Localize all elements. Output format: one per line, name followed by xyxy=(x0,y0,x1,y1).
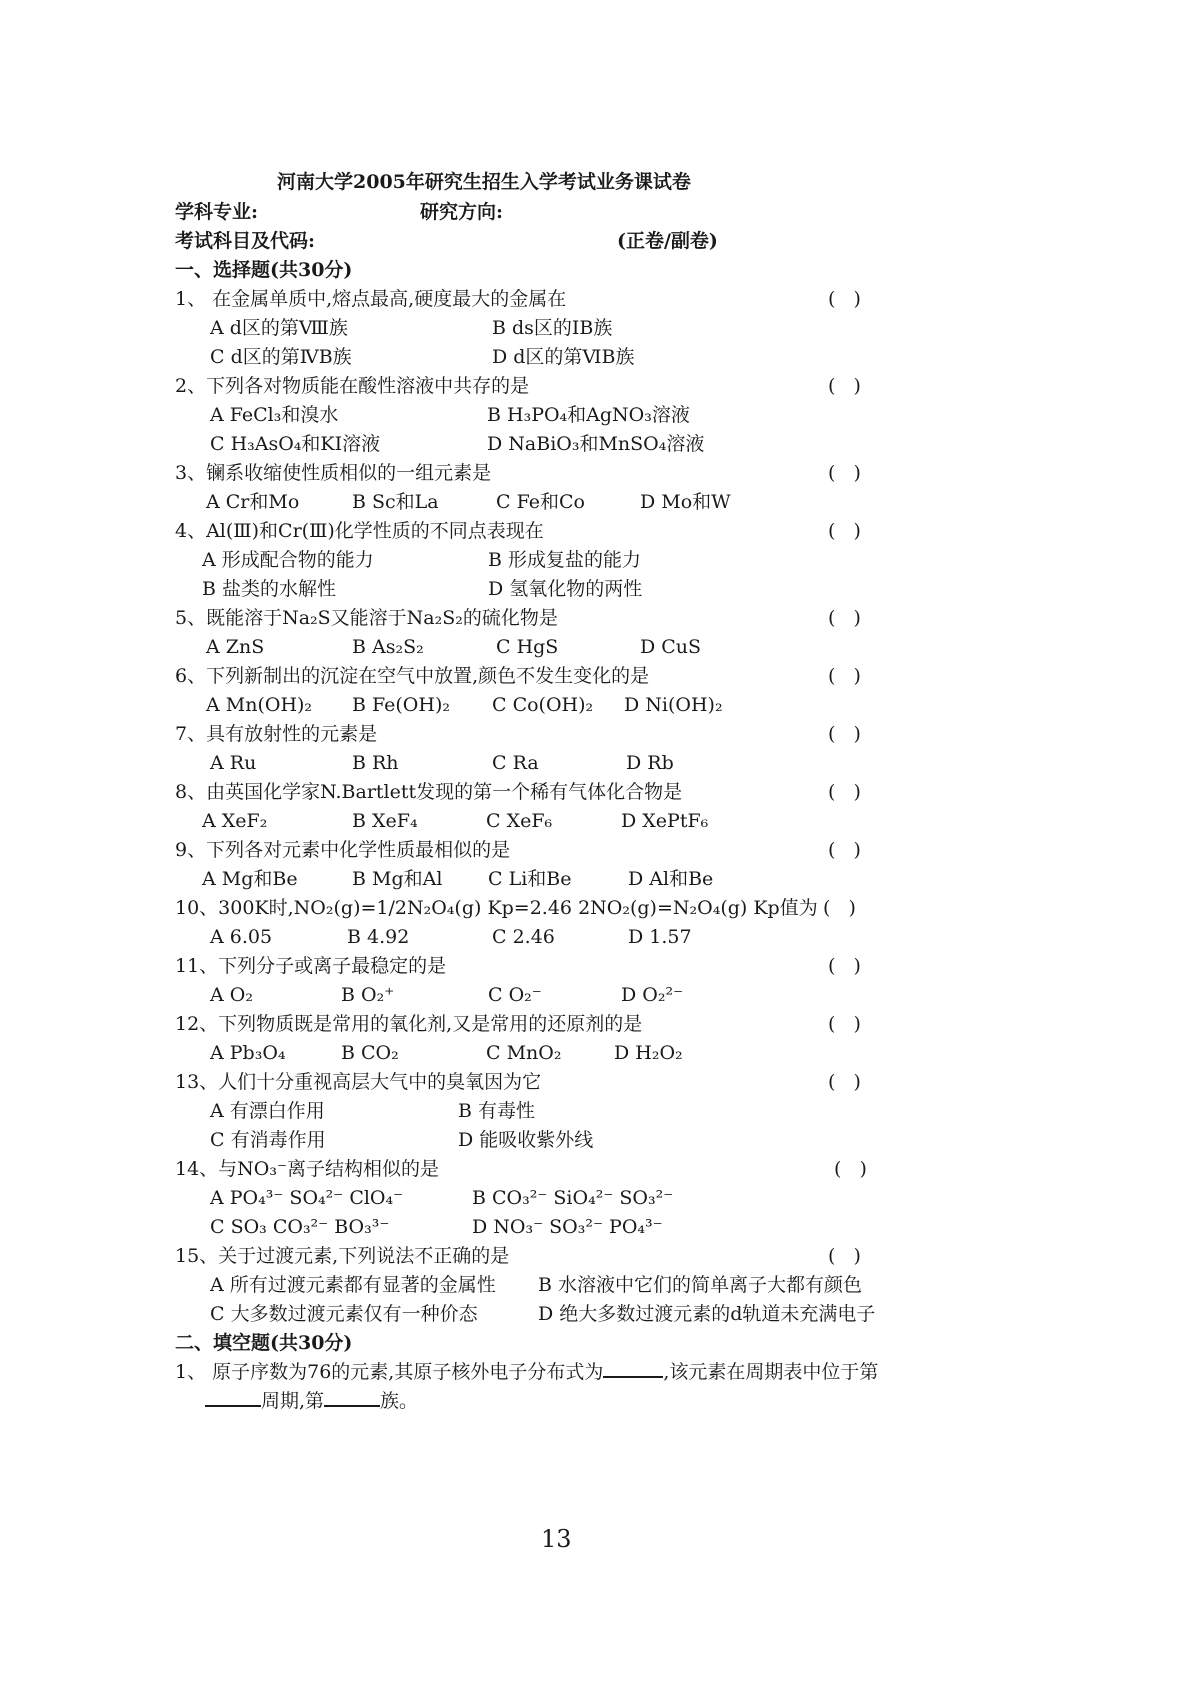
answer-paren-13: ( ) xyxy=(828,1071,867,1093)
question-2: 2、下列各对物质能在酸性溶液中共存的是 xyxy=(175,375,530,397)
q14-option-d: D NO₃⁻ SO₃²⁻ PO₄³⁻ xyxy=(472,1216,663,1238)
question-3: 3、镧系收缩使性质相似的一组元素是 xyxy=(175,462,492,484)
q8-option-d: D XePtF₆ xyxy=(621,810,709,832)
answer-paren-7: ( ) xyxy=(828,723,867,745)
q4-option-d: D 氢氧化物的两性 xyxy=(488,578,643,600)
q15-option-b: B 水溶液中它们的简单离子大都有颜色 xyxy=(538,1274,863,1296)
q14-option-c: C SO₃ CO₃²⁻ BO₃³⁻ xyxy=(210,1216,390,1238)
q15-option-c: C 大多数过渡元素仅有一种价态 xyxy=(210,1303,478,1325)
q6-option-b: B Fe(OH)₂ xyxy=(352,694,450,716)
fill-question-1 xyxy=(175,1360,878,1384)
answer-paren-11: ( ) xyxy=(828,955,867,977)
major-label: 学科专业: xyxy=(175,201,259,223)
q13-option-a: A 有漂白作用 xyxy=(210,1100,325,1122)
q2-option-b: B H₃PO₄和AgNO₃溶液 xyxy=(487,404,690,426)
question-7: 7、具有放射性的元素是 xyxy=(175,723,378,745)
answer-paren-1: ( ) xyxy=(828,288,867,310)
q4-option-a: A 形成配合物的能力 xyxy=(202,549,374,571)
q9-option-c: C Li和Be xyxy=(488,868,572,890)
answer-paren-12: ( ) xyxy=(828,1013,867,1035)
q8-option-b: B XeF₄ xyxy=(352,810,418,832)
q7-option-c: C Ra xyxy=(492,752,539,774)
q4-option-b: B 形成复盐的能力 xyxy=(488,549,642,571)
q5-option-c: C HgS xyxy=(496,636,559,658)
q3-option-d: D Mo和W xyxy=(640,491,731,513)
question-11: 11、下列分子或离子最稳定的是 xyxy=(175,955,447,977)
page-number: 13 xyxy=(541,1525,572,1553)
q11-option-c: C O₂⁻ xyxy=(488,984,542,1006)
question-5: 5、既能溶于Na₂S又能溶于Na₂S₂的硫化物是 xyxy=(175,607,558,629)
q12-option-b: B CO₂ xyxy=(341,1042,399,1064)
q10-option-c: C 2.46 xyxy=(492,926,555,948)
answer-paren-10: ( ) xyxy=(823,897,862,919)
fill-question-1-line-2 xyxy=(205,1389,418,1413)
q5-option-a: A ZnS xyxy=(206,636,265,658)
q1-option-d: D d区的第ⅥB族 xyxy=(492,346,635,368)
q7-option-b: B Rh xyxy=(352,752,399,774)
question-13: 13、人们十分重视高层大气中的臭氧因为它 xyxy=(175,1071,542,1093)
section-1-heading: 一、选择题(共30分) xyxy=(175,259,353,281)
q2-option-d: D NaBiO₃和MnSO₄溶液 xyxy=(487,433,705,455)
answer-paren-5: ( ) xyxy=(828,607,867,629)
fill-q1-text-4: 族。 xyxy=(380,1390,419,1412)
q9-option-d: D Al和Be xyxy=(628,868,714,890)
q6-option-a: A Mn(OH)₂ xyxy=(206,694,313,716)
direction-label: 研究方向: xyxy=(420,201,504,223)
question-9: 9、下列各对元素中化学性质最相似的是 xyxy=(175,839,511,861)
q8-option-a: A XeF₂ xyxy=(202,810,268,832)
q13-option-d: D 能吸收紫外线 xyxy=(458,1129,594,1151)
question-10: 10、300K时,NO₂(g)=1/2N₂O₄(g) Kp=2.46 2NO₂(g)=N₂O₄(g) Kp值为 xyxy=(175,897,818,919)
q2-option-a: A FeCl₃和溴水 xyxy=(210,404,339,426)
q1-option-a: A d区的第Ⅷ族 xyxy=(210,317,348,339)
q9-option-a: A Mg和Be xyxy=(202,868,298,890)
fill-q1-text-1: 1、 原子序数为76的元素,其原子核外电子分布式为 xyxy=(175,1361,604,1383)
q9-option-b: B Mg和Al xyxy=(352,868,443,890)
q14-option-b: B CO₃²⁻ SiO₄²⁻ SO₃²⁻ xyxy=(472,1187,674,1209)
q13-option-b: B 有毒性 xyxy=(458,1100,536,1122)
answer-paren-4: ( ) xyxy=(828,520,867,542)
q5-option-b: B As₂S₂ xyxy=(352,636,424,658)
exam-title: 河南大学2005年研究生招生入学考试业务课试卷 xyxy=(277,171,691,193)
fill-q1-text-2: ,该元素在周期表中位于第 xyxy=(663,1361,879,1383)
fill-q1-text-3: 周期,第 xyxy=(261,1390,325,1412)
q8-option-c: C XeF₆ xyxy=(486,810,553,832)
q11-option-b: B O₂⁺ xyxy=(341,984,395,1006)
q4-option-c: B 盐类的水解性 xyxy=(202,578,337,600)
q15-option-d: D 绝大多数过渡元素的d轨道未充满电子 xyxy=(538,1303,876,1325)
answer-paren-3: ( ) xyxy=(828,462,867,484)
q2-option-c: C H₃AsO₄和KI溶液 xyxy=(210,433,381,455)
section-2-heading: 二、填空题(共30分) xyxy=(175,1332,353,1354)
q5-option-d: D CuS xyxy=(640,636,702,658)
version-label: (正卷/副卷) xyxy=(617,230,718,252)
q11-option-a: A O₂ xyxy=(210,984,253,1006)
q3-option-c: C Fe和Co xyxy=(496,491,585,513)
subject-label: 考试科目及代码: xyxy=(175,230,316,252)
question-1: 1、 在金属单质中,熔点最高,硬度最大的金属在 xyxy=(175,288,567,310)
q3-option-a: A Cr和Mo xyxy=(206,491,300,513)
q12-option-c: C MnO₂ xyxy=(486,1042,562,1064)
question-4: 4、Al(Ⅲ)和Cr(Ⅲ)化学性质的不同点表现在 xyxy=(175,520,544,542)
question-12: 12、下列物质既是常用的氧化剂,又是常用的还原剂的是 xyxy=(175,1013,643,1035)
q15-option-a: A 所有过渡元素都有显著的金属性 xyxy=(210,1274,496,1296)
q13-option-c: C 有消毒作用 xyxy=(210,1129,326,1151)
q14-option-a: A PO₄³⁻ SO₄²⁻ ClO₄⁻ xyxy=(210,1187,404,1209)
question-14: 14、与NO₃⁻离子结构相似的是 xyxy=(175,1158,440,1180)
q10-option-d: D 1.57 xyxy=(628,926,692,948)
q12-option-a: A Pb₃O₄ xyxy=(210,1042,286,1064)
question-8: 8、由英国化学家N.Bartlett发现的第一个稀有气体化合物是 xyxy=(175,781,683,803)
q1-option-b: B ds区的ⅠB族 xyxy=(492,317,613,339)
fill-blank-1[interactable] xyxy=(603,1360,663,1378)
q10-option-a: A 6.05 xyxy=(210,926,273,948)
fill-blank-2[interactable] xyxy=(205,1389,261,1407)
question-15: 15、关于过渡元素,下列说法不正确的是 xyxy=(175,1245,510,1267)
answer-paren-15: ( ) xyxy=(828,1245,867,1267)
q6-option-c: C Co(OH)₂ xyxy=(492,694,594,716)
answer-paren-2: ( ) xyxy=(828,375,867,397)
q7-option-a: A Ru xyxy=(210,752,257,774)
q6-option-d: D Ni(OH)₂ xyxy=(624,694,723,716)
fill-blank-3[interactable] xyxy=(324,1389,380,1407)
q7-option-d: D Rb xyxy=(626,752,674,774)
q1-option-c: C d区的第ⅣB族 xyxy=(210,346,352,368)
answer-paren-8: ( ) xyxy=(828,781,867,803)
answer-paren-6: ( ) xyxy=(828,665,867,687)
q10-option-b: B 4.92 xyxy=(347,926,410,948)
answer-paren-14: ( ) xyxy=(834,1158,873,1180)
answer-paren-9: ( ) xyxy=(828,839,867,861)
q3-option-b: B Sc和La xyxy=(352,491,439,513)
q11-option-d: D O₂²⁻ xyxy=(621,984,684,1006)
question-6: 6、下列新制出的沉淀在空气中放置,颜色不发生变化的是 xyxy=(175,665,650,687)
q12-option-d: D H₂O₂ xyxy=(614,1042,683,1064)
